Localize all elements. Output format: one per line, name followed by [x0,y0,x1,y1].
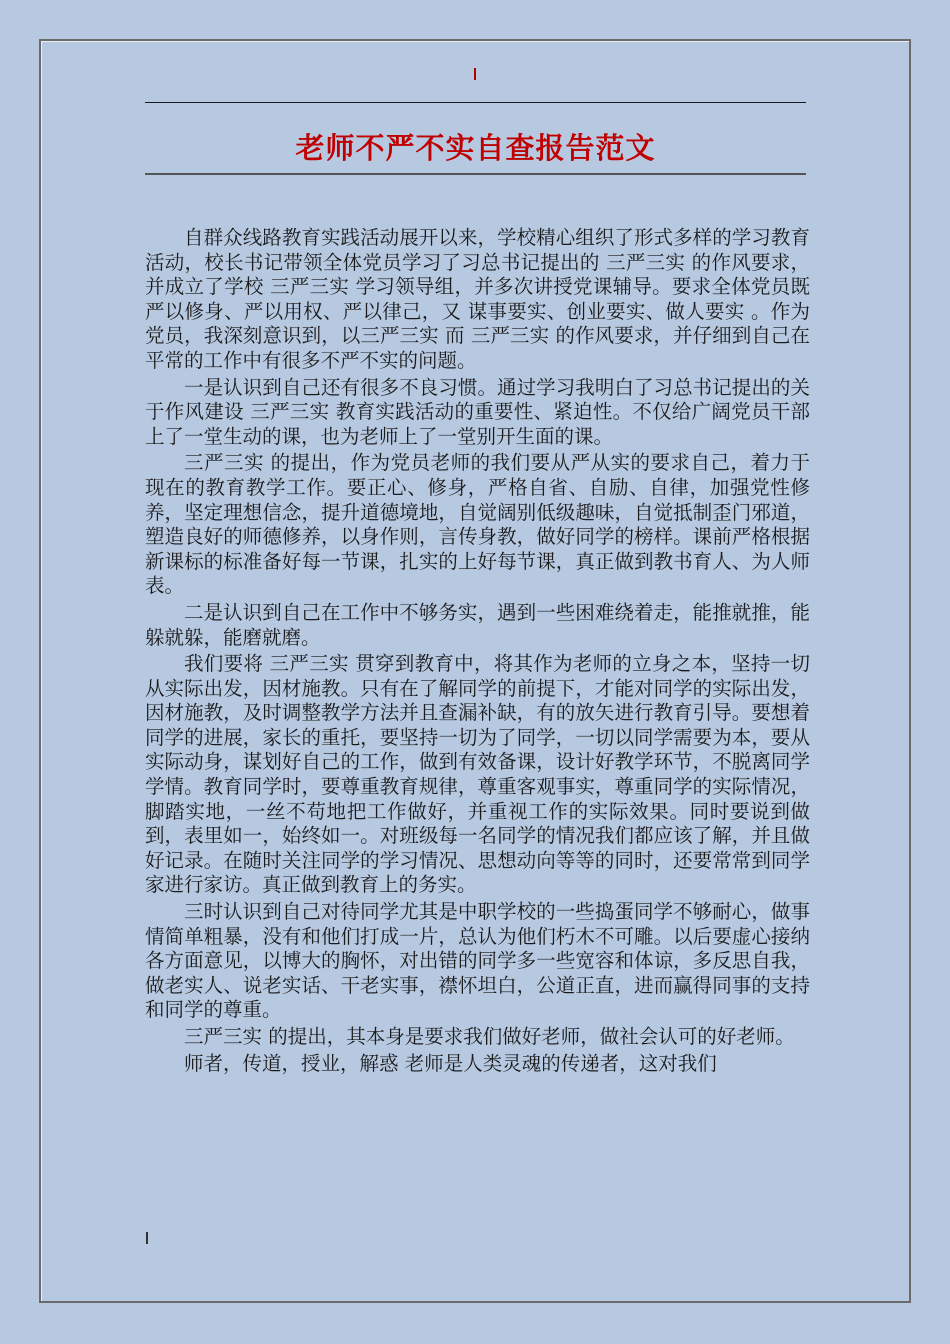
paragraph-7: 三严三实 的提出，其本身是要求我们做好老师，做社会认可的好老师。 [184,1025,795,1048]
paragraph-2: 一是认识到自己还有很多不良习惯。通过学习我明白了习总书记提出的关于作风建设 三严三实 教育实践活动的重要性、紧迫性。不仅给广阔党员干部上了一堂生动的课，也为老师上了一堂别开生面的课。 [145,375,810,448]
paragraph-4: 二是认识到自己在工作中不够务实，遇到一些困难绕着走，能推就推，能躲就躲，能磨就磨。 [145,600,810,649]
paragraph-5: 我们要将 三严三实 贯穿到教育中，将其作为老师的立身之本，坚持一切从实际出发，因材施教。只有在了解同学的前提下，才能对同学的实际出发，因材施教，及时调整教学方法并且查漏补缺，有的放矢进行教育引导。要想着同学的进展，家长的重托，要坚持一切为了同学，一切以同学需要为本，要从实际动身，谋划好自己的工作，做到有效备课，设计好教学环节，不脱离同学学情。教育同学时，要尊重教育规律，尊重客观事实，尊重同学的实际情况，脚踏实地，一丝不苟地把工作做好，并重视工作的实际效果。同时要说到做到，表里如一，始终如一。对班级每一名同学的情况我们都应该了解，并且做好记录。在随时关注同学的学习情况、思想动向等等的同时，还要常常到同学家进行家访。真正做到教育上的务实。 [145,652,810,897]
paragraph-1: 自群众线路教育实践活动展开以来，学校精心组织了形式多样的学习教育活动，校长书记带领全体党员学习了习总书记提出的 三严三实 的作风要求，并成立了学校 三严三实 学习领导组，并多次讲授党课辅导。要求全体党员既 严以修身、严以用权、严以律己，又 谋事要实、创业要实、做人要实 。作为党员，我深刻意识到，以三严三实 而 三严三实 的作风要求，并仔细到自己在平常的工作中有很多不严不实的问题。 [145,226,810,372]
footer-cursor-mark [146,1232,148,1244]
header-cursor-mark [474,68,476,80]
document-body [145,226,810,1076]
title-underline [145,173,806,175]
header-rule [145,102,806,103]
document-title: 老师不严不实自查报告范文 [295,131,656,165]
paragraph-8: 师者，传道，授业，解惑 老师是人类灵魂的传递者，这对我们 [184,1051,717,1075]
paragraph-6: 三时认识到自己对待同学尤其是中职学校的一些捣蛋同学不够耐心，做事情简单粗暴，没有和他们打成一片，总认为他们朽木不可雕。以后要虚心接纳各方面意见，以博大的胸怀，对出错的同学多一些宽容和体谅，多反思自我，做老实人、说老实话、干老实事，襟怀坦白，公道正直，进而赢得同事的支持和同学的尊重。 [145,900,810,1022]
paragraph-3: 三严三实 的提出，作为党员老师的我们要从严从实的要求自己，着力于现在的教育教学工作。要正心、修身，严格自省、自励、自律，加强党性修养，坚定理想信念，提升道德境地，自觉阔别低级趣味，自觉抵制歪门邪道，塑造良好的师德修养，以身作则，言传身教，做好同学的榜样。课前严格根据新课标的标准备好每一节课，扎实的上好每节课，真正做到教书育人、为人师表。 [145,451,810,598]
